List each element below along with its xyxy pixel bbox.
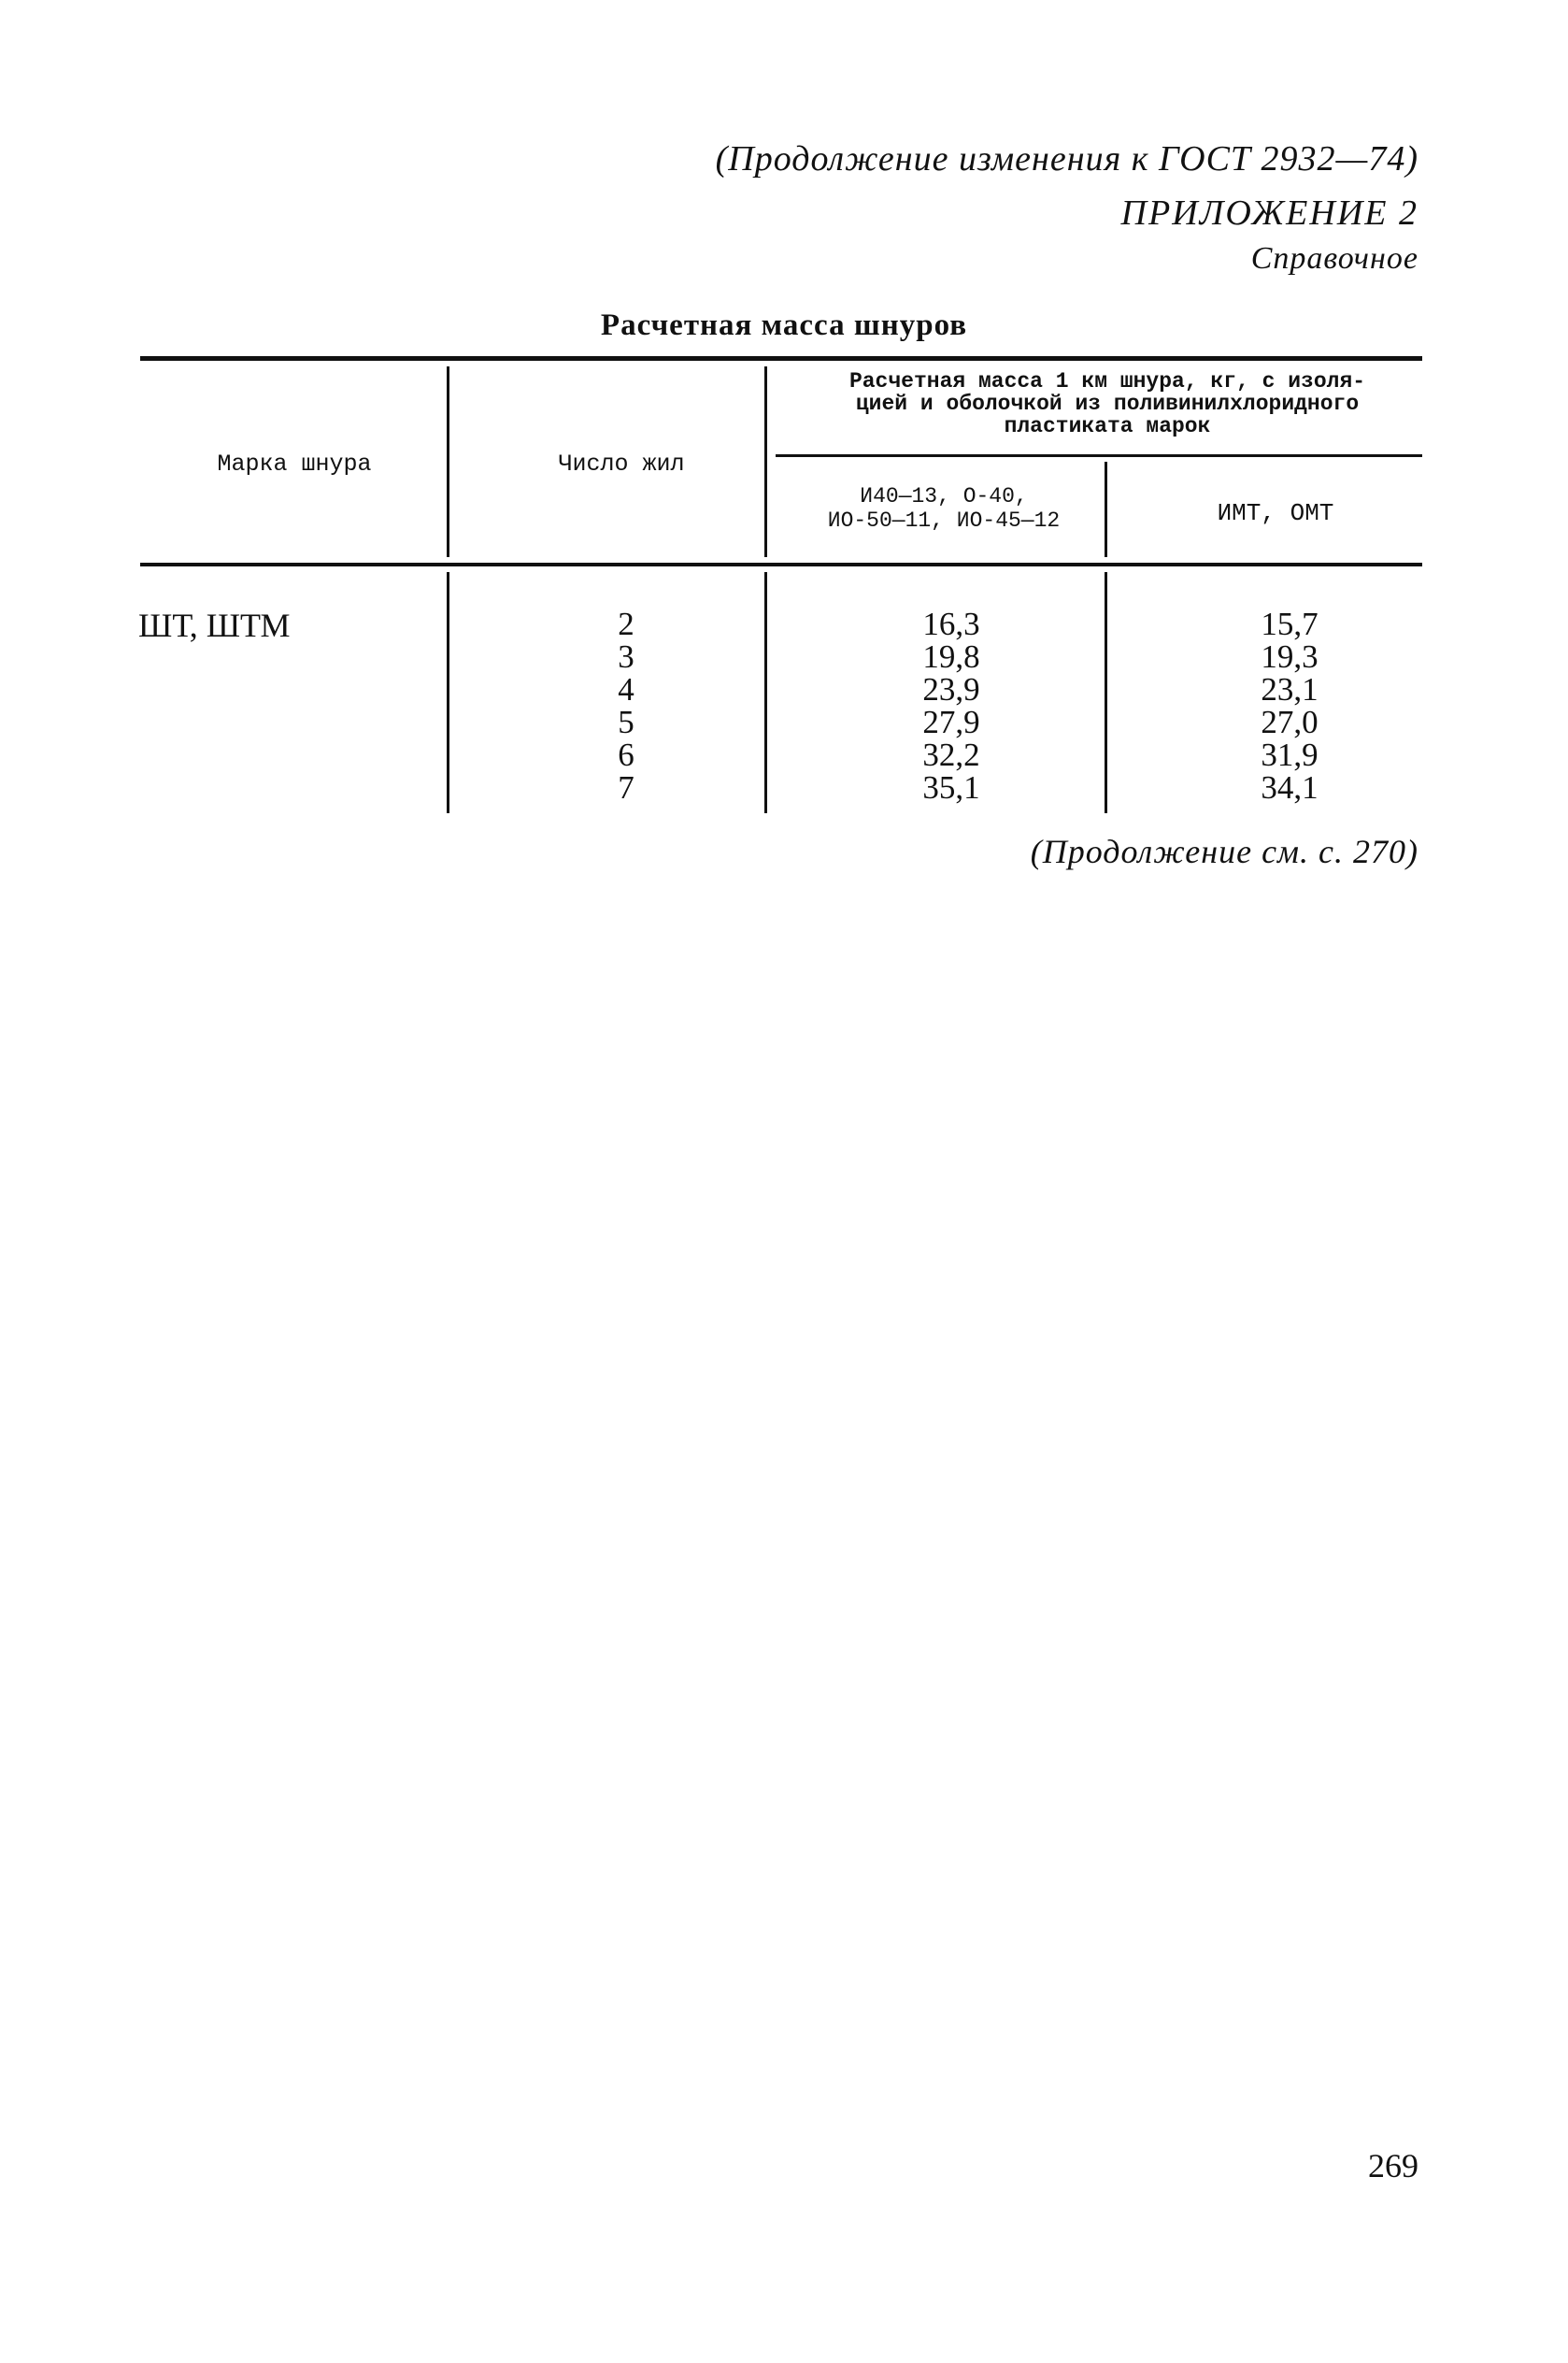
header-brand: Марка шнура bbox=[217, 451, 372, 478]
header-cores: Число жил bbox=[558, 451, 685, 478]
cores-value: 6 bbox=[618, 737, 634, 773]
mass-b-value: 31,9 bbox=[1261, 737, 1319, 773]
column-divider-3-body bbox=[1105, 572, 1107, 813]
header-mass-line: цией и оболочкой из поливинилхлоридного bbox=[855, 392, 1360, 416]
mass-b-value: 23,1 bbox=[1261, 671, 1319, 708]
appendix-type: Справочное bbox=[1250, 241, 1418, 276]
cores-value: 2 bbox=[618, 606, 634, 642]
mass-b-value: 27,0 bbox=[1261, 704, 1319, 740]
page-number: 269 bbox=[1368, 2147, 1418, 2184]
mass-b-value: 19,3 bbox=[1261, 638, 1319, 675]
appendix-title: ПРИЛОЖЕНИЕ 2 bbox=[1120, 193, 1418, 233]
mass-a-column bbox=[858, 608, 1045, 804]
header-sub-b: ИМТ, ОМТ bbox=[1217, 499, 1334, 527]
header-sub-a bbox=[776, 484, 1112, 533]
mass-b-value: 15,7 bbox=[1261, 606, 1319, 642]
cores-column bbox=[533, 608, 720, 804]
mass-a-value: 27,9 bbox=[922, 704, 980, 740]
continuation-footer: (Продолжение см. с. 270) bbox=[1030, 833, 1418, 870]
header-mass-line: пластиката марок bbox=[1004, 414, 1211, 438]
table-title: Расчетная масса шнуров bbox=[600, 308, 968, 342]
mass-a-value: 32,2 bbox=[922, 737, 980, 773]
mass-a-value: 19,8 bbox=[922, 638, 980, 675]
header-sub-a-line: И40—13, О-40, bbox=[860, 484, 1028, 508]
column-divider-1-body bbox=[447, 572, 449, 813]
mass-a-value: 16,3 bbox=[922, 606, 980, 642]
header-mass-group bbox=[776, 370, 1439, 437]
header-divider-rule bbox=[776, 454, 1422, 457]
mass-a-value: 23,9 bbox=[922, 671, 980, 708]
header-sub-a-line: ИО-50—11, ИО-45—12 bbox=[827, 508, 1061, 533]
cores-value: 7 bbox=[618, 769, 634, 806]
table-top-rule bbox=[140, 356, 1422, 361]
header-mass-line: Расчетная масса 1 км шнура, кг, с изоля- bbox=[848, 369, 1366, 394]
cores-value: 5 bbox=[618, 704, 634, 740]
brand-cell: ШТ, ШТМ bbox=[138, 607, 291, 644]
mass-b-column bbox=[1196, 608, 1383, 804]
column-divider-2-body bbox=[764, 572, 767, 813]
cores-value: 4 bbox=[618, 671, 634, 708]
mass-b-value: 34,1 bbox=[1261, 769, 1319, 806]
continuation-header: (Продолжение изменения к ГОСТ 2932—74) bbox=[715, 139, 1418, 179]
mass-a-value: 35,1 bbox=[922, 769, 980, 806]
header-bottom-rule bbox=[140, 563, 1422, 566]
cores-value: 3 bbox=[618, 638, 634, 675]
